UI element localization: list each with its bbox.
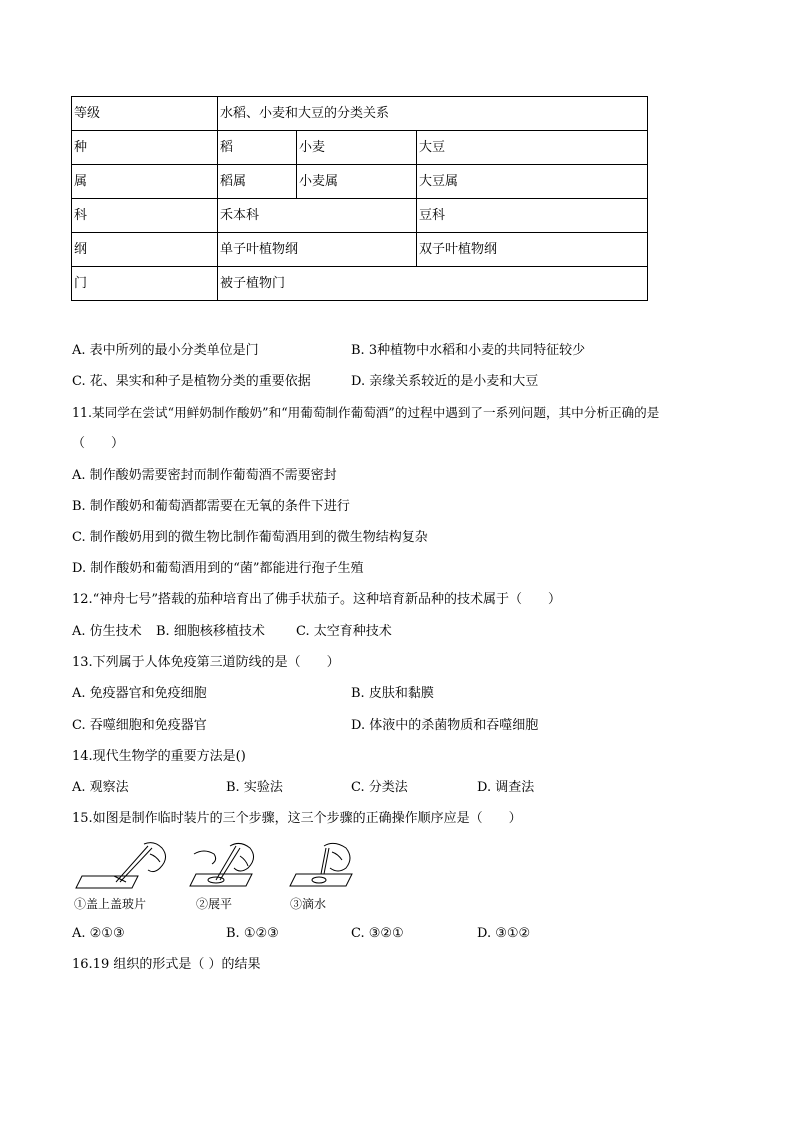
cover-slip-step-illustration (76, 843, 166, 888)
slide-preparation-illustration (74, 840, 364, 892)
q15-stem: 15.如图是制作临时装片的三个步骤，这三个步骤的正确操作顺序应是（ ） (72, 811, 522, 826)
q13-option-d: D. 体液中的杀菌物质和吞噬细胞 (351, 718, 539, 733)
table-cell: 豆科 (417, 199, 648, 233)
q14-option-c: C. 分类法 (351, 780, 408, 795)
table-cell: 被子植物门 (218, 267, 648, 301)
drop-water-step-illustration (290, 843, 352, 886)
q12-stem: 12.“神舟七号”搭载的茄种培育出了佛手状茄子。这种培育新品种的技术属于（ ） (72, 592, 561, 607)
table-cell: 种 (72, 131, 218, 165)
table-header-title: 水稻、小麦和大豆的分类关系 (218, 97, 648, 131)
table-cell: 大豆属 (417, 165, 648, 199)
q10-option-d: D. 亲缘关系较近的是小麦和大豆 (351, 374, 539, 389)
table-cell: 属 (72, 165, 218, 199)
table-cell: 大豆 (417, 131, 648, 165)
q11-option-a: A. 制作酸奶需要密封而制作葡萄酒不需要密封 (72, 468, 337, 483)
table-cell: 稻 (218, 131, 297, 165)
q13-stem: 13.下列属于人体免疫第三道防线的是（ ） (72, 655, 340, 670)
table-row (72, 233, 648, 267)
table-cell: 单子叶植物纲 (218, 233, 417, 267)
q14-stem: 14.现代生物学的重要方法是() (72, 749, 246, 764)
q15-option-b: B. ①②③ (226, 926, 279, 941)
table-cell: 稻属 (218, 165, 297, 199)
q16-stem: 16.19 组织的形式是（ ）的结果 (72, 957, 261, 972)
q15-option-d: D. ③①② (477, 926, 531, 941)
table-cell: 禾本科 (218, 199, 417, 233)
q10-option-a: A. 表中所列的最小分类单位是门 (72, 343, 259, 358)
q10-option-c: C. 花、果实和种子是植物分类的重要依据 (72, 374, 311, 389)
table-row (72, 131, 648, 165)
table-row (72, 97, 648, 131)
q14-option-d: D. 调查法 (477, 780, 535, 795)
table-row (72, 267, 648, 301)
q11-option-d: D. 制作酸奶和葡萄酒用到的“菌”都能进行孢子生殖 (72, 561, 364, 576)
table-header-label: 等级 (72, 97, 218, 131)
table-cell: 科 (72, 199, 218, 233)
table-cell: 小麦属 (297, 165, 417, 199)
q13-option-b: B. 皮肤和黏膜 (351, 686, 434, 701)
figure-label-2: ②展平 (196, 897, 233, 911)
q15-option-a: A. ②①③ (72, 926, 125, 941)
table-cell: 双子叶植物纲 (417, 233, 648, 267)
q11-option-b: B. 制作酸奶和葡萄酒都需要在无氧的条件下进行 (72, 499, 350, 514)
figure-label-1: ①盖上盖玻片 (74, 897, 147, 911)
flatten-step-illustration (190, 843, 254, 886)
q12-option-b: B. 细胞核移植技术 (156, 624, 265, 639)
classification-table (71, 96, 648, 301)
q13-option-c: C. 吞噬细胞和免疫器官 (72, 718, 207, 733)
q13-option-a: A. 免疫器官和免疫细胞 (72, 686, 207, 701)
table-cell: 门 (72, 267, 218, 301)
q11-option-c: C. 制作酸奶用到的微生物比制作葡萄酒用到的微生物结构复杂 (72, 530, 428, 545)
table-cell: 纲 (72, 233, 218, 267)
table-row (72, 199, 648, 233)
figure-label-3: ③滴水 (290, 897, 327, 911)
table-row (72, 165, 648, 199)
q11-stem: 11.某同学在尝试“用鲜奶制作酸奶”和“用葡萄制作葡萄酒”的过程中遇到了一系列问题，其中分析正确的是 (72, 405, 660, 420)
q14-option-b: B. 实验法 (226, 780, 283, 795)
q15-option-c: C. ③②① (351, 926, 404, 941)
q12-option-c: C. 太空育种技术 (296, 624, 392, 639)
q10-option-b: B. 3种植物中水稻和小麦的共同特征较少 (351, 343, 586, 358)
table-cell: 小麦 (297, 131, 417, 165)
q14-option-a: A. 观察法 (72, 780, 129, 795)
q11-stem-bracket: （ ） (72, 436, 125, 451)
q15-figure (74, 840, 364, 920)
q12-option-a: A. 仿生技术 (72, 624, 142, 639)
